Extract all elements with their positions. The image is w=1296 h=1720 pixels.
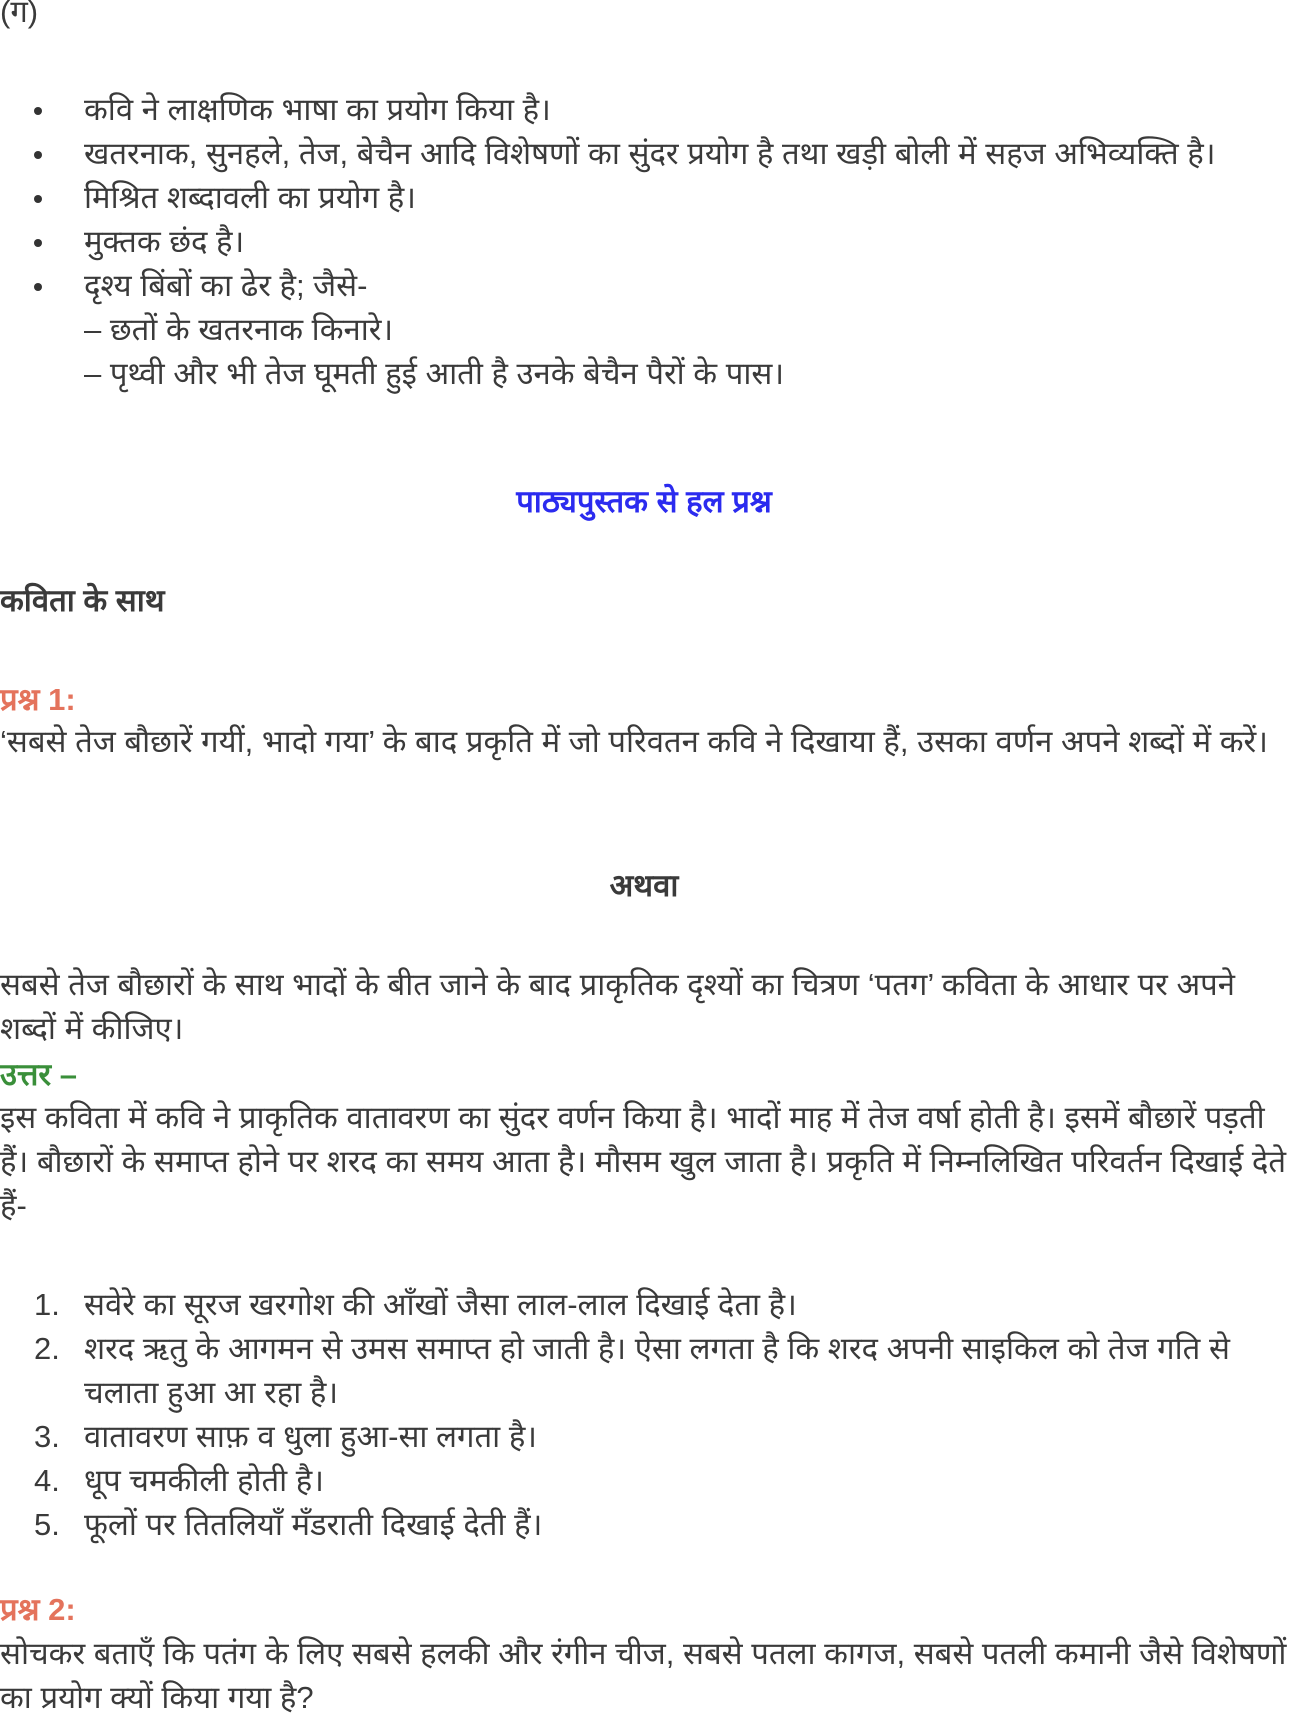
item-text: खतरनाक, सुनहले, तेज, बेचैन आदि विशेषणों का सुंदर प्रयोग है तथा खड़ी बोली में सहज अभिव्यक्ति है। (84, 136, 1216, 171)
section-label: (ग) (0, 0, 39, 29)
list-item (0, 1283, 1288, 1327)
item-text: शरद ऋतु के आगमन से उमस समाप्त हो जाती है। ऐसा लगता है कि शरद अपनी साइकिल को तेज गति से चलाता हुआ आ रहा है। (84, 1331, 1230, 1410)
bullet-icon (34, 151, 42, 159)
item-text: वातावरण साफ़ व धुला हुआ-सा लगता है। (84, 1419, 538, 1454)
bullet-icon (34, 239, 42, 247)
example-line: – पृथ्वी और भी तेज घूमती हुई आती है उनके बेचैन पैरों के पास। (84, 356, 785, 391)
item-number: 5. (34, 1507, 60, 1542)
question-1-alt-text: सबसे तेज बौछारों के साथ भादों के बीत जाने के बाद प्राकृतिक दृश्यों का चित्रण ‘पतग’ कविता के आधार पर अपने शब्दों में कीजिए। (0, 967, 1235, 1046)
list-item (0, 220, 1288, 264)
answer-label: उत्तर – (0, 1057, 77, 1092)
list-item (0, 1503, 1288, 1547)
item-number: 2. (34, 1331, 60, 1366)
item-number: 4. (34, 1463, 60, 1498)
question-1-label: प्रश्न 1: (0, 682, 76, 717)
item-text: मुक्तक छंद है। (84, 224, 245, 259)
bullet-icon (34, 195, 42, 203)
item-text: धूप चमकीली होती है। (84, 1463, 325, 1498)
question-2-text: सोचकर बताएँ कि पतंग के लिए सबसे हलकी और रंगीन चीज, सबसे पतला कागज, सबसे पतली कमानी जैसे विशेषणों का प्रयोग क्यों किया गया है? (0, 1636, 1287, 1715)
list-item (0, 132, 1288, 176)
item-text: मिश्रित शब्दावली का प्रयोग है। (84, 180, 416, 215)
list-item (0, 1327, 1288, 1415)
list-item (0, 1415, 1288, 1459)
list-item (0, 88, 1288, 132)
or-separator: अथवा (609, 868, 679, 903)
question-1-text: ‘सबसे तेज बौछारें गयीं, भादो गया’ के बाद प्रकृति में जो परिवतन कवि ने दिखाया हैं, उसका वर्णन अपने शब्दों में करें। (0, 724, 1268, 759)
list-item (0, 1459, 1288, 1503)
item-text: दृश्य बिंबों का ढेर है; जैसे- (84, 268, 368, 303)
question-2-label: प्रश्न 2: (0, 1592, 76, 1627)
item-text: सवेरे का सूरज खरगोश की आँखों जैसा लाल-लाल दिखाई देता है। (84, 1287, 797, 1322)
features-list (0, 88, 1288, 396)
list-item (0, 264, 1288, 308)
example-line: – छतों के खतरनाक किनारे। (84, 312, 394, 347)
answer-text: इस कविता में कवि ने प्राकृतिक वातावरण का सुंदर वर्णन किया है। भादों माह में तेज वर्षा होती है। इसमें बौछारें पड़ती हैं। बौछारों के समाप्त होने पर शरद का समय आता है। मौसम खुल जाता है। प्रकृति में निम्नलिखित परिवर्तन दिखाई देते हैं- (0, 1100, 1287, 1223)
list-item (0, 176, 1288, 220)
changes-list (0, 1283, 1288, 1547)
item-number: 1. (34, 1287, 60, 1322)
page-heading: पाठ्यपुस्तक से हल प्रश्न (516, 484, 772, 519)
item-text: फूलों पर तितलियाँ मँडराती दिखाई देती हैं। (84, 1507, 543, 1542)
bullet-icon (34, 283, 42, 291)
section-subheading: कविता के साथ (0, 583, 165, 618)
item-number: 3. (34, 1419, 60, 1454)
bullet-icon (34, 107, 42, 115)
item-text: कवि ने लाक्षणिक भाषा का प्रयोग किया है। (84, 92, 551, 127)
